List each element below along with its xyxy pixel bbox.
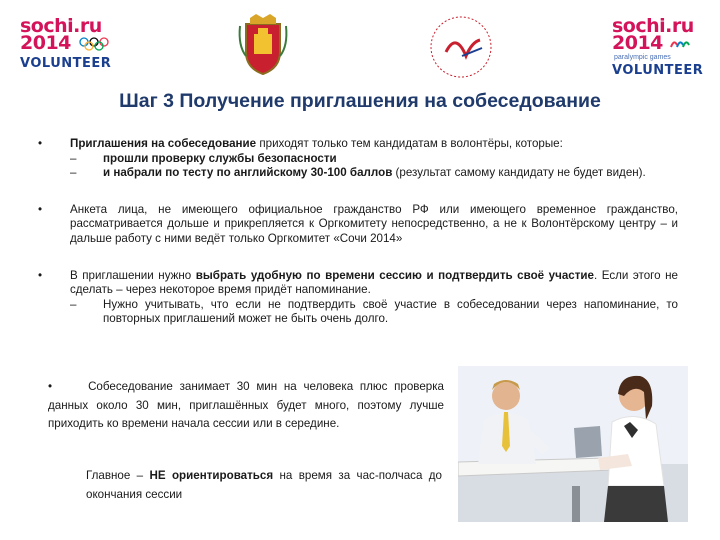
sochi-volunteer-logo-left <box>20 15 120 71</box>
university-seal-icon <box>426 12 496 82</box>
olympic-rings-icon <box>79 37 109 51</box>
interview-photo <box>458 366 688 522</box>
bullet-bold-lead: Приглашения на собеседование <box>70 137 257 150</box>
bullet-list <box>38 137 678 349</box>
sochi-year: 2014 <box>20 32 71 54</box>
bullet-text: Анкета лица, не имеющего официальное гражданство РФ или имеющего временное гражданство, рассматривается дольше и прикрепляется к Оргкомитету непосредственно, а не к Волонтёрскому центру – и дальше работу с ними ведёт только Оргкомитет «Сочи 2014» <box>70 202 678 245</box>
bullet-icon: • <box>38 268 43 282</box>
sub-item-text: Нужно учитывать, что если не подтвердить своё участие в собеседовании через напоминание, то повторных приглашений может не быть очень долго. <box>103 297 678 326</box>
bullet-text: приходят только тем кандидатам в волонтёры, которые: <box>256 137 563 150</box>
sochi-brand-line1-right: sochi.ru <box>612 15 694 37</box>
sochi-year-right: 2014 <box>612 32 663 54</box>
sub-item-bold: и набрали по тесту по английскому 30-100 баллов <box>103 166 393 180</box>
paralympic-label: paralympic games <box>614 54 671 61</box>
sub-item-reminder <box>70 298 678 327</box>
sub-item-bold: прошли проверку службы безопасности <box>103 151 337 165</box>
sochi-brand-line1: sochi.ru <box>20 15 102 37</box>
sub-item-english-test <box>70 166 678 181</box>
sochi-brand-line2-right <box>612 32 712 54</box>
bullet-icon: • <box>48 380 53 393</box>
bullet-item-session-choice <box>38 269 678 327</box>
paralympic-agitos-icon <box>669 37 691 51</box>
bullet-text-post: . Если этого не сделать – через некоторое время придёт напоминание. <box>70 268 678 297</box>
volunteer-label-left: VOLUNTEER <box>20 56 112 71</box>
volunteer-label-right: VOLUNTEER <box>612 63 704 78</box>
bullet-icon: • <box>38 202 43 216</box>
slide-title: Шаг 3 Получение приглашения на собеседование <box>119 90 601 112</box>
note-text-pre: Главное – <box>86 469 150 482</box>
bullet-bold: выбрать удобную по времени сессию и подтвердить своё участие <box>195 268 594 282</box>
dash-icon: – <box>70 297 77 311</box>
interview-duration-text: Собеседование занимает 30 мин на человека плюс проверка данных около 30 мин, приглашённых будет много, поэтому лучше приходить ко времени начала сессии или в середине. <box>48 380 444 430</box>
sub-item-security <box>70 152 678 167</box>
main-note <box>86 467 442 504</box>
bullet-item-citizenship <box>38 203 678 247</box>
interview-duration-paragraph <box>48 378 444 434</box>
note-text-post: на время за час-полчаса до окончания сессии <box>86 469 442 501</box>
bullet-text-pre: В приглашении нужно <box>70 268 196 282</box>
bullet-icon: • <box>38 137 43 150</box>
dash-icon: – <box>70 151 77 165</box>
dash-icon: – <box>70 166 77 180</box>
coat-of-arms-icon <box>236 12 290 78</box>
sub-item-text: (результат самому кандидату не будет виден). <box>392 166 646 180</box>
bullet-item-invitations <box>38 137 678 181</box>
sochi-brand-line2 <box>20 32 120 54</box>
sochi-volunteer-logo-right <box>612 15 712 78</box>
note-bold: НЕ ориентироваться <box>149 469 274 482</box>
